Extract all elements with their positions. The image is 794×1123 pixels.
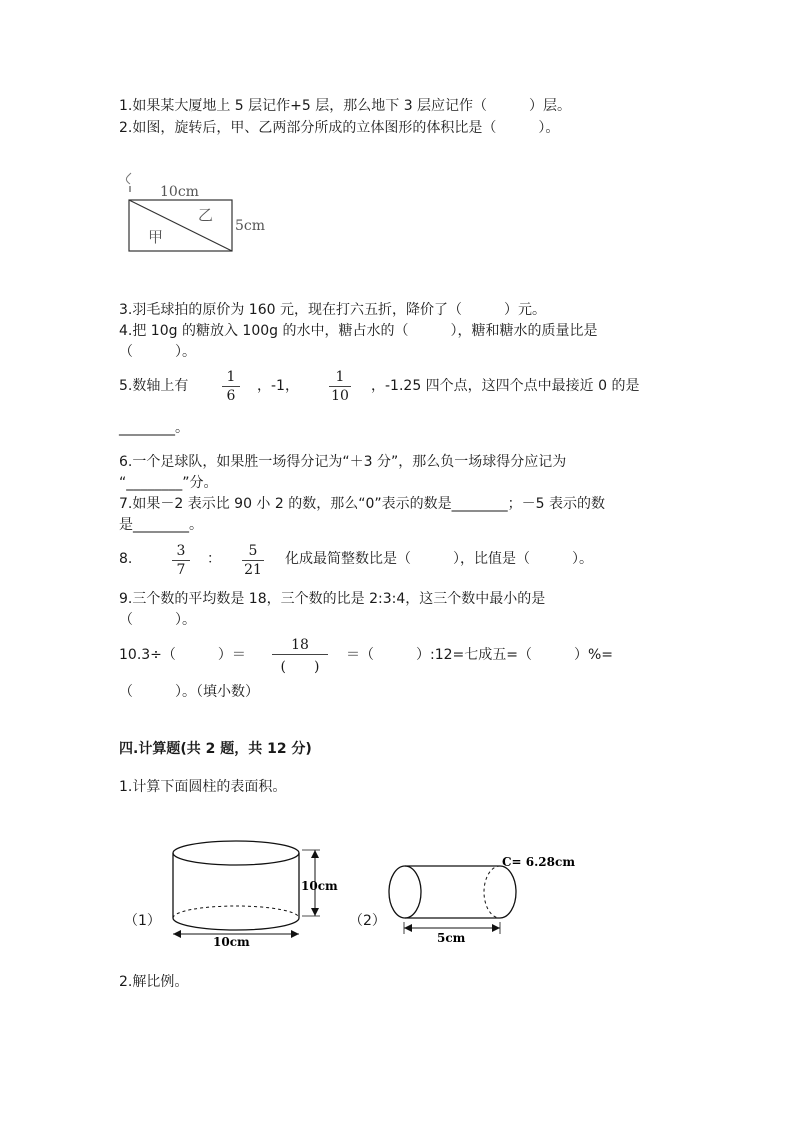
- width-label: 10cm: [160, 184, 199, 200]
- question-5-prefix: 5.数轴上有: [119, 378, 189, 394]
- question-10-suffix: ＝（ ）:12=七成五=（ ）%=: [346, 647, 614, 663]
- fraction-three-sevenths: [172, 543, 190, 578]
- question-5-suffix: ，-1.25 四个点，这四个点中最接近 0 的是: [371, 378, 640, 394]
- region-b-label: 乙: [198, 206, 214, 224]
- height-arrow-top: [311, 850, 319, 858]
- height-label: 10cm: [301, 879, 338, 893]
- question-10-line2: （ ）。（填小数）: [119, 684, 259, 700]
- fraction-bar: [222, 386, 240, 387]
- question-8-suffix: 化成最简整数比是（ ），比值是（ ）。: [285, 551, 593, 567]
- circumference-label: C= 6.28cm: [502, 855, 576, 869]
- width-label: 10cm: [213, 935, 250, 949]
- section-heading: 四.计算题(共 2 题，共 12 分): [119, 741, 312, 757]
- question-5-blank: ________。: [119, 420, 189, 436]
- cylinder-top-ellipse: [173, 841, 299, 865]
- diagonal-line: [129, 200, 232, 251]
- question-4-line1: 4.把 10g 的糖放入 100g 的水中，糖占水的（ ），糖和糖水的质量比是: [119, 323, 598, 339]
- rotation-axis-arrow: [126, 173, 131, 184]
- fraction-one-tenth: [329, 369, 351, 404]
- region-a-label: 甲: [148, 228, 164, 246]
- question-2: 2.如图，旋转后，甲、乙两部分所成的立体图形的体积比是（ ）。: [119, 120, 560, 136]
- fraction-denominator: 6: [226, 388, 236, 404]
- fraction-bar: [242, 560, 264, 561]
- length-arrow-left: [404, 924, 412, 932]
- fraction-five-twentyfirsts: [242, 543, 264, 578]
- question-8-label: 8.: [119, 551, 133, 567]
- question-3: 3.羽毛球拍的原价为 160 元，现在打六五折，降价了（ ）元。: [119, 302, 546, 318]
- fraction-numerator: 1: [335, 369, 345, 385]
- question-7-line1: 7.如果－2 表示比 90 小 2 的数，那么“0”表示的数是________；－5 表示的数: [119, 496, 606, 512]
- question-10-prefix: 10.3÷（ ）＝: [119, 647, 246, 663]
- figure-label-2: （2）: [349, 913, 386, 929]
- fraction-denominator: 7: [176, 562, 186, 578]
- length-label: 5cm: [437, 931, 466, 944]
- fraction-denominator: ( ): [280, 659, 320, 675]
- cylinder-right-back: [484, 866, 500, 918]
- question-7-line2: 是________。: [119, 517, 203, 533]
- height-arrow-bottom: [311, 908, 319, 916]
- fraction-denominator: 21: [244, 562, 262, 578]
- question-8-colon: ：: [207, 551, 221, 567]
- question-4-line2: （ ）。: [119, 344, 196, 360]
- question-1: 1.如果某大厦地上 5 层记作+5 层，那么地下 3 层应记作（ ）层。: [119, 98, 572, 114]
- cylinder-left-ellipse: [389, 866, 421, 918]
- fraction-bar: [172, 560, 190, 561]
- section4-question-2: 2.解比例。: [119, 974, 189, 990]
- fraction-bar: [272, 654, 328, 655]
- cylinder-bottom-front: [173, 918, 299, 930]
- length-arrow-right: [492, 924, 500, 932]
- fraction-numerator: 1: [226, 369, 236, 385]
- cylinder-bottom-back: [173, 906, 299, 918]
- figure-label-1: （1）: [124, 913, 161, 929]
- fraction-denominator: 10: [331, 388, 349, 404]
- question-6-line1: 6.一个足球队，如果胜一场得分记为“＋3 分”，那么负一场球得分应记为: [119, 454, 567, 470]
- cylinder-figure-2: [382, 848, 582, 944]
- question-5-mid: ，-1，: [257, 378, 299, 394]
- height-label: 5cm: [235, 218, 266, 234]
- question-9-line2: （ ）。: [119, 612, 196, 628]
- question-9-line1: 9.三个数的平均数是 18，三个数的比是 2:3:4，这三个数中最小的是: [119, 591, 546, 607]
- section4-question-1: 1.计算下面圆柱的表面积。: [119, 779, 287, 795]
- fraction-numerator: 18: [291, 637, 309, 653]
- fraction-eighteen-over-blank: [272, 637, 328, 676]
- fraction-one-sixth: [222, 369, 240, 404]
- cylinder-right-front: [500, 866, 516, 918]
- width-arrow-right: [291, 930, 299, 938]
- fraction-numerator: 3: [176, 543, 186, 559]
- rectangle-rotation-figure: [118, 172, 278, 258]
- width-arrow-left: [173, 930, 181, 938]
- cylinder-figure-1: [160, 836, 350, 952]
- fraction-numerator: 5: [248, 543, 258, 559]
- question-6-line2: “________”分。: [119, 475, 218, 491]
- fraction-bar: [329, 386, 351, 387]
